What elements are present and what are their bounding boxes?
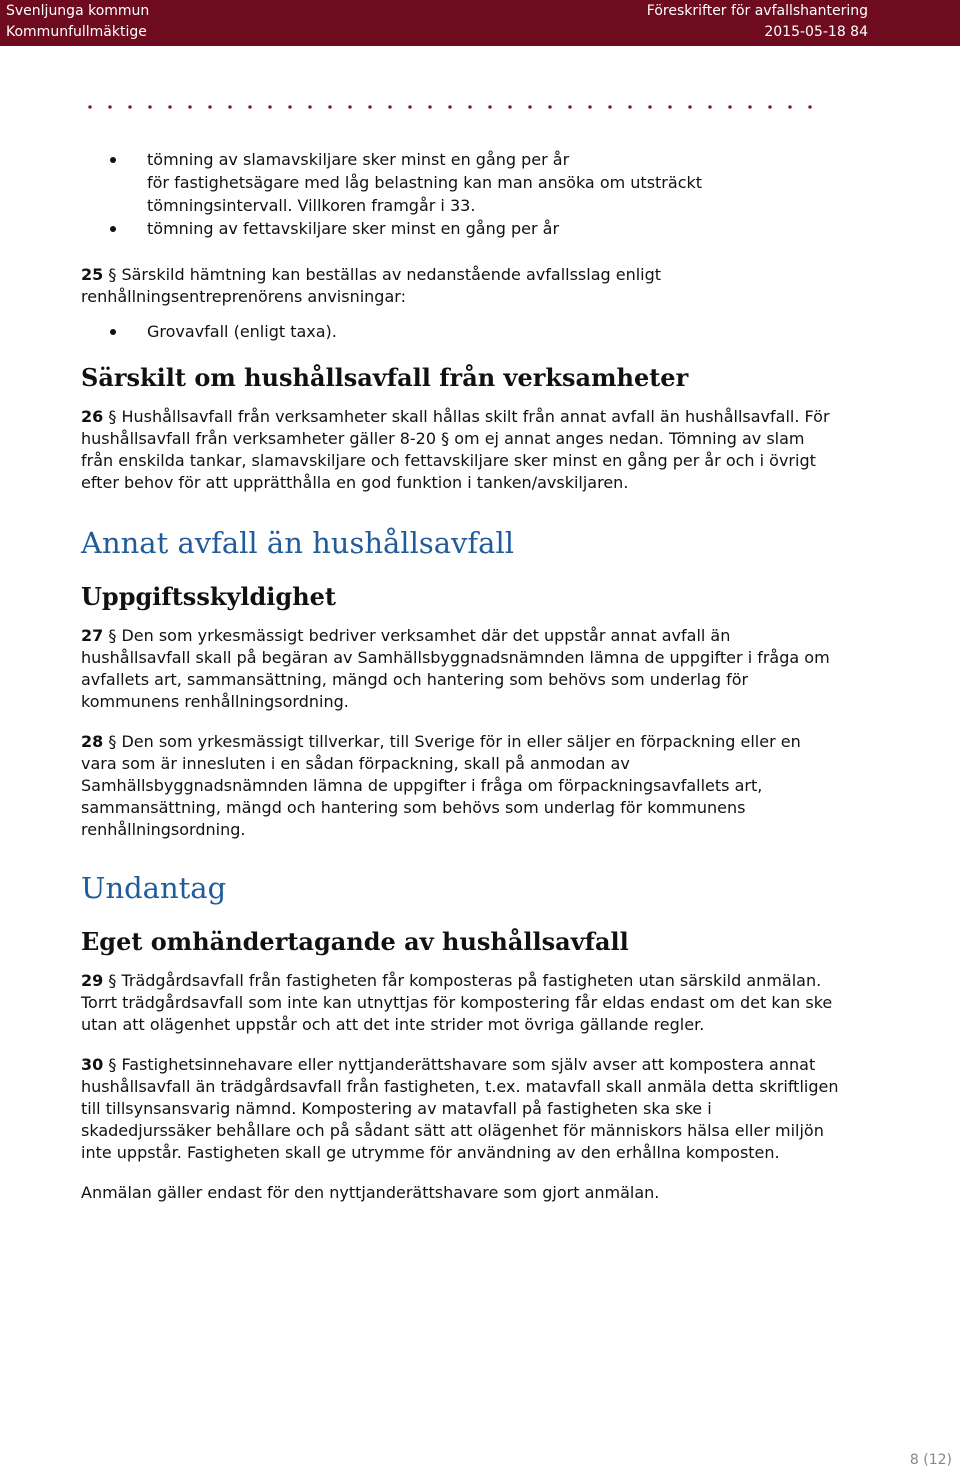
list-item [81, 320, 841, 343]
paragraph-number: 25 [81, 265, 104, 284]
paragraph-text: Hushållsavfall från verksamheter skall hållas skilt från annat avfall än hushållsavfall. [121, 407, 800, 426]
paragraph-28 [81, 731, 841, 841]
list-item-text: Grovavfall (enligt taxa). [147, 322, 337, 341]
paragraph-text: Särskild hämtning kan beställas av nedanstående avfallsslag enligt renhållningsentreprenörens anvisningar: [81, 265, 662, 306]
bullet-icon [110, 157, 116, 163]
paragraph-text: Trädgårdsavfall från fastigheten får komposteras på fastigheten utan särskild anmälan. Torrt trädgårdsavfall som inte kan utnyttjas för kompostering får eldas endast om det kan ske utan att olägenhet uppstår och att det inte strider mot övriga gällande regler. [81, 971, 833, 1034]
section-sign: § [108, 971, 117, 990]
paragraph-text: För hushållsavfall från verksamheter gäller 8-20 [81, 407, 830, 448]
paragraph-text: Den som yrkesmässigt bedriver verksamhet där det uppstår annat avfall än hushållsavfall skall på begäran av Samhällsbyggnadsnämnden lämna de uppgifter i fråga om avfallets art, sammansättning, mängd och hantering som behövs som underlag för kommunens renhållningsordning. [81, 626, 830, 711]
heading-undantag: Undantag [81, 871, 227, 905]
page-header [0, 0, 960, 100]
paragraph-text: om ej annat anges nedan. [454, 429, 664, 448]
section-sign: § [441, 429, 450, 448]
paragraph-26 [81, 406, 841, 494]
header-date-page: 2015-05-18 84 [764, 24, 868, 40]
heading-annat-avfall: Annat avfall än hushållsavfall [81, 526, 514, 560]
header-body: Kommunfullmäktige [6, 24, 147, 40]
paragraph-number: 30 [81, 1055, 104, 1074]
header-title: Föreskrifter för avfallshantering [646, 3, 868, 19]
bullet-icon [110, 226, 116, 232]
list-item-text: tömning av slamavskiljare sker minst en gång per år [147, 150, 570, 169]
list-item [81, 217, 841, 240]
paragraph-25 [81, 264, 841, 308]
page-number: 8 (12) [909, 1452, 952, 1468]
bullet-icon [110, 329, 116, 335]
paragraph-27 [81, 625, 841, 713]
bullet-list-top [81, 148, 841, 240]
paragraph-number: 26 [81, 407, 104, 426]
document-body [81, 145, 841, 1204]
paragraph-text: Fastighetsinnehavare eller nyttjanderättshavare som själv avser att kompostera annat hushållsavfall än trädgårdsavfall från fastigheten, t.ex. matavfall skall anmäla detta skriftligen till tillsynsansvarig nämnd. Kompostering av matavfall på fastigheten ska ske i skadedjurssäker behållare och på sådant sätt att olägenhet för människors hälsa eller miljön inte uppstår. Fastigheten skall ge utrymme för användning av den erhållna komposten. [81, 1055, 839, 1162]
heading-verksamheter: Särskilt om hushållsavfall från verksamheter [81, 363, 689, 392]
paragraph-number: 28 [81, 732, 104, 751]
paragraph-text: Tömning av slam från enskilda tankar, slamavskiljare och fettavskiljare sker minst en gång per år och i övrigt efter behov för att upprätthålla en god funktion i tanken/avskiljaren. [81, 429, 816, 492]
paragraph-number: 27 [81, 626, 104, 645]
section-sign: § [108, 265, 117, 284]
list-item-text: tömning av fettavskiljare sker minst en gång per år [147, 219, 560, 238]
bullet-list-25 [81, 320, 841, 343]
section-sign: § [108, 407, 117, 426]
paragraph-number: 29 [81, 971, 104, 990]
header-org: Svenljunga kommun [6, 3, 150, 19]
section-sign: § [108, 732, 117, 751]
section-sign: § [108, 1055, 117, 1074]
paragraph-anmalan: Anmälan gäller endast för den nyttjanderättshavare som gjort anmälan. [81, 1183, 660, 1202]
list-item [81, 148, 841, 171]
heading-uppgiftsskyldighet: Uppgiftsskyldighet [81, 582, 336, 611]
paragraph-29 [81, 970, 841, 1036]
section-sign: § [108, 626, 117, 645]
dotted-divider [80, 103, 820, 111]
paragraph-text: Den som yrkesmässigt tillverkar, till Sverige för in eller säljer en förpackning eller en vara som är innesluten i en sådan förpackning, skall på anmodan av Samhällsbyggnadsnämnden lämna de uppgifter i fråga om förpackningsavfallets art, sammansättning, mängd och hantering som behövs som underlag för kommunens renhållningsordning. [81, 732, 801, 839]
list-item-text: för fastighetsägare med låg belastning kan man ansöka om utsträckt tömningsintervall. Villkoren framgår i 33. [147, 173, 703, 215]
paragraph-30 [81, 1054, 841, 1164]
heading-eget-omhandertagande: Eget omhändertagande av hushållsavfall [81, 927, 629, 956]
list-item [81, 171, 841, 217]
